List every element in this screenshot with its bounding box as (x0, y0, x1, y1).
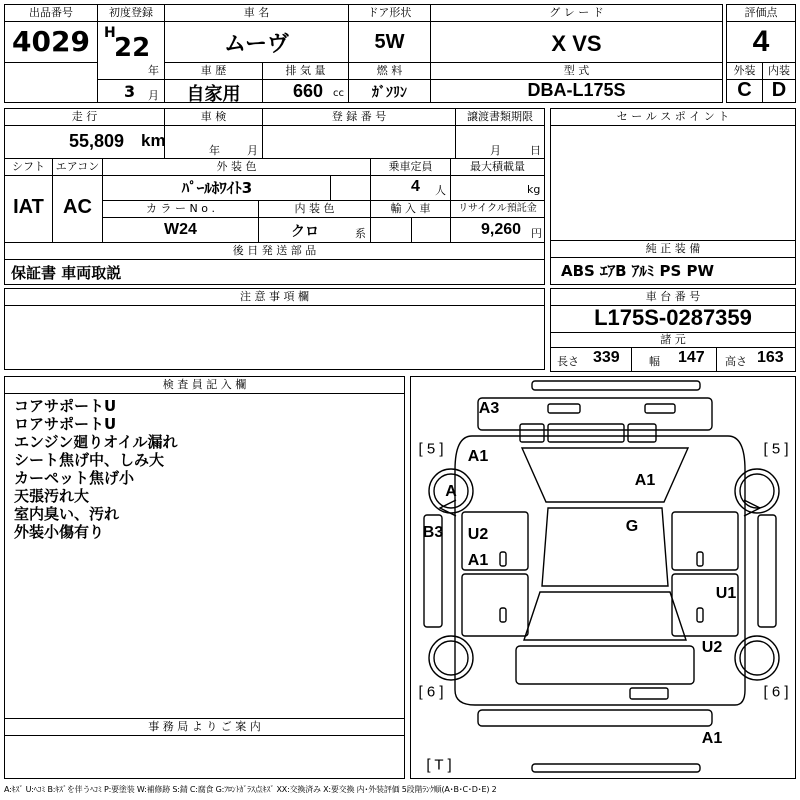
first-registration-year-unit: 年 (148, 64, 159, 77)
tyre-depth-front-left: [ 5 ] (418, 440, 444, 458)
specs-cell (550, 332, 796, 372)
grade: X VS (551, 31, 602, 56)
lot-number-label: 出品番号 (5, 5, 97, 22)
first-registration-cell (97, 4, 165, 103)
specs-height-label: 高さ (725, 355, 747, 368)
score-cell (726, 4, 796, 63)
grade-cell (430, 4, 723, 63)
tyre-depth-rear-left: [ 6 ] (418, 683, 444, 701)
shift-cell (4, 158, 53, 243)
damage-code-legend: A:ｷｽﾞ U:ﾍｺﾐ B:ｷｽﾞを伴うﾍｺﾐ P:要塗装 W:補修跡 S:錆 C:腐食 G:ﾌﾛﾝﾄｶﾞﾗｽ点ｷｽﾞ XX:交換済み X:要交換 内･外装評価 5段階ﾗﾝｸ順(A･B･C･D･E) 2 (4, 785, 497, 794)
inspector-note-line: カーペット焦げ小 (14, 469, 135, 487)
exterior-color-label: 外 装 色 (103, 159, 370, 176)
transfer-deadline-month-unit: 月 (490, 144, 501, 157)
mileage: 55,809 (69, 131, 125, 151)
car-name-label: 車 名 (165, 5, 348, 22)
recycle-cell (450, 200, 545, 243)
mileage-label: 走 行 (5, 109, 164, 126)
interior-grade: D (771, 79, 787, 101)
chassis-number: L175S-0287359 (594, 305, 752, 330)
genuine-equipment-label: 純 正 装 備 (551, 241, 795, 258)
door-type: 5W (374, 31, 405, 53)
color-no-cell (102, 200, 259, 243)
damage-mark: A1 (701, 730, 723, 747)
chassis-number-label: 車 台 番 号 (551, 289, 795, 306)
inspector-note-line: ロアサポートU (14, 415, 117, 433)
genuine-equipment-cell (550, 240, 796, 285)
color-no: W24 (164, 221, 197, 238)
notes-cell (4, 288, 545, 370)
exterior-grade-cell (726, 62, 763, 103)
specs-height: 163 (757, 349, 784, 366)
parts-later: 保証書 車両取説 (11, 264, 122, 282)
damage-mark: B3 (422, 524, 444, 541)
fuel: ｶﾞｿﾘﾝ (372, 85, 407, 101)
displacement-cell (262, 62, 349, 103)
inspector-note-line: コアサポートU (14, 397, 117, 415)
genuine-equipment: ABS ｴｱB ｱﾙﾐ PS PW (561, 262, 715, 280)
parts-later-cell (4, 242, 545, 285)
recycle-label: リサイクル預託金 (451, 201, 544, 218)
import-car-label: 輸 入 車 (371, 201, 450, 218)
first-registration-month-unit: 月 (148, 89, 159, 102)
score: 4 (752, 25, 770, 58)
damage-mark: U1 (715, 585, 737, 602)
specs-label: 諸 元 (551, 333, 795, 348)
color-no-label: カ ラ ー N o . (103, 201, 258, 218)
damage-mark: A3 (478, 400, 500, 417)
sales-points-label: セ ー ル ス ポ イ ン ト (551, 109, 795, 126)
first-registration-era: H (104, 25, 116, 41)
import-car-cell (370, 200, 451, 243)
damage-mark: A1 (467, 448, 489, 465)
first-registration-year: 22 (114, 33, 151, 63)
inspector-note-line: 天張汚れ大 (14, 487, 90, 505)
inspection-month-unit: 月 (247, 144, 258, 157)
displacement: 660 (293, 81, 324, 101)
inspection-cell (164, 108, 263, 159)
parts-later-label: 後 日 発 送 部 品 (5, 243, 544, 260)
lot-number: 4029 (12, 25, 90, 58)
fuel-cell (348, 62, 431, 103)
car-name: ムーヴ (224, 32, 289, 57)
exterior-color-cell (102, 158, 371, 201)
specs-divider-1 (631, 347, 632, 371)
damage-mark: A (445, 483, 457, 500)
lot-blank-cell (4, 62, 98, 103)
interior-grade-cell (762, 62, 796, 103)
exterior-grade-label: 外装 (727, 63, 762, 80)
damage-mark: A1 (467, 552, 489, 569)
office-notice-label: 事 務 局 よ り ご 案 内 (5, 719, 404, 736)
sales-points-cell (550, 108, 796, 241)
capacity: 4 (411, 178, 420, 195)
spare-tyre-depth: [ T ] (426, 756, 452, 774)
shift: IAT (13, 196, 44, 218)
recycle-fee: 9,260 (481, 221, 522, 238)
inspector-notes-label: 検 査 員 記 入 欄 (5, 377, 404, 394)
first-registration-divider (98, 79, 164, 80)
model-cell (430, 62, 723, 103)
interior-grade-label: 内装 (763, 63, 795, 80)
first-registration-label: 初度登録 (98, 5, 164, 22)
capacity-unit: 人 (435, 184, 446, 197)
history: 自家用 (186, 84, 241, 105)
recycle-unit: 円 (531, 227, 542, 240)
capacity-cell (370, 158, 451, 201)
notes-label: 注 意 事 項 欄 (5, 289, 544, 306)
specs-width-label: 幅 (649, 355, 660, 368)
displacement-label: 排 気 量 (263, 63, 348, 80)
inspector-note-line: シート焦げ中、しみ大 (14, 451, 165, 469)
inspector-note-line: 室内臭い、汚れ (14, 505, 120, 523)
interior-color-label: 内 装 色 (259, 201, 370, 218)
chassis-number-cell (550, 288, 796, 333)
max-load-label: 最大積載量 (451, 159, 544, 176)
interior-color: クロ (291, 224, 319, 240)
grade-label: グ レ ー ド (431, 5, 722, 22)
damage-mark: U2 (467, 526, 489, 543)
model-code: DBA-L175S (527, 80, 626, 100)
max-load-cell (450, 158, 545, 201)
score-label: 評価点 (727, 5, 795, 22)
inspector-note-line: 外装小傷有り (14, 523, 105, 541)
registration-label: 登 録 番 号 (263, 109, 455, 126)
transfer-deadline-cell (455, 108, 545, 159)
damage-mark: G (625, 518, 639, 535)
history-label: 車 歴 (165, 63, 262, 80)
history-cell (164, 62, 263, 103)
transfer-deadline-day-unit: 日 (530, 144, 541, 157)
inspection-label: 車 検 (165, 109, 262, 126)
tyre-depth-rear-right: [ 6 ] (763, 683, 789, 701)
car-diagram-cell (410, 376, 796, 779)
mileage-unit: km (141, 131, 166, 150)
specs-length-label: 長さ (557, 355, 579, 368)
exterior-color: ﾊﾟｰﾙﾎﾜｲﾄ3 (181, 179, 253, 197)
interior-color-cell (258, 200, 371, 243)
aircon: AC (63, 196, 92, 218)
displacement-unit: cc (333, 88, 344, 99)
door-cell (348, 4, 431, 63)
capacity-label: 乗車定員 (371, 159, 450, 176)
inspector-note-line: エンジン廻りオイル漏れ (14, 433, 178, 451)
max-load-unit: kg (527, 183, 541, 196)
transfer-deadline-label: 譲渡書類期限 (456, 109, 544, 126)
specs-length: 339 (593, 349, 620, 366)
aircon-label: エアコン (53, 159, 102, 176)
exterior-color-divider (330, 175, 331, 200)
office-notice-cell (4, 718, 405, 779)
import-car-divider (411, 217, 412, 242)
lot-number-cell (4, 4, 98, 63)
shift-label: シフト (5, 159, 52, 176)
tyre-depth-front-right: [ 5 ] (763, 440, 789, 458)
door-label: ドア形状 (349, 5, 430, 22)
registration-cell (262, 108, 456, 159)
exterior-grade: C (737, 79, 752, 101)
damage-mark: U2 (701, 639, 723, 656)
mileage-cell (4, 108, 165, 159)
model-label: 型 式 (431, 63, 722, 80)
aircon-cell (52, 158, 103, 243)
interior-color-unit: 系 (355, 227, 366, 240)
inspection-year-unit: 年 (209, 144, 220, 157)
fuel-label: 燃 料 (349, 63, 430, 80)
damage-mark: A1 (634, 472, 656, 489)
first-registration-month: 3 (124, 82, 136, 101)
car-name-cell (164, 4, 349, 63)
specs-divider-2 (716, 347, 717, 371)
specs-width: 147 (678, 349, 705, 366)
